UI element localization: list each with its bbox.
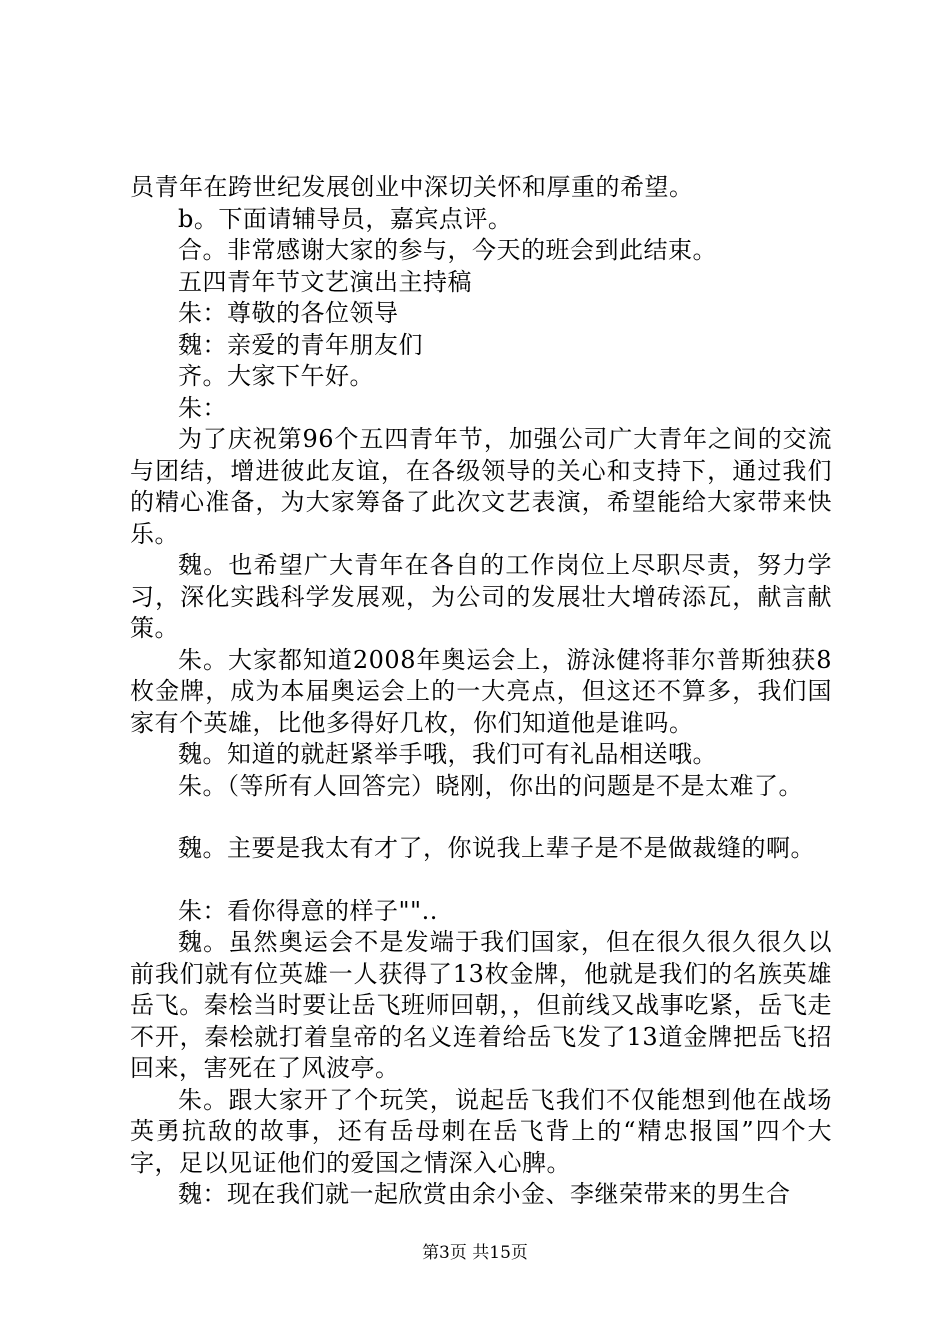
section-title: 五四青年节文艺演出主持稿 [178, 267, 472, 296]
paragraph-body: 魏。虽然奥运会不是发端于我们国家，但在很久很久很久以前我们就有位英雄一人获得了13枚金牌，他就是我们的名族英雄岳飞。秦桧当时要让岳飞班师回朝，，但前线又战事吃紧，岳飞走不开，秦桧就打着皇帝的名义连着给岳飞发了13道金牌把岳飞招回来，害死在了风波亭。 [130, 928, 832, 1082]
paragraph-line: 魏：亲爱的青年朋友们 [178, 330, 423, 359]
paragraph-line: 魏：现在我们就一起欣赏由余小金、李继荣带来的男生合 [178, 1180, 791, 1208]
page-number-footer: 第3页 共15页 [422, 1243, 528, 1263]
document-body [130, 172, 832, 1211]
paragraph-line: 朱：尊敬的各位领导 [178, 299, 399, 327]
paragraph-comment-invite: b。下面请辅导员，嘉宾点评。 [178, 204, 513, 233]
paragraph-body: 魏。也希望广大青年在各自的工作岗位上尽职尽责，努力学习，深化实践科学发展观，为公司的发展壮大增砖添瓦，献言献策。 [130, 551, 832, 642]
paragraph-line: 朱：看你得意的样子"".. [178, 896, 438, 925]
paragraph-line: 齐。大家下午好。 [178, 362, 374, 390]
paragraph-line: 魏。主要是我太有才了，你说我上辈子是不是做裁缝的啊。 [178, 834, 815, 862]
paragraph-body: 为了庆祝第96个五四青年节，加强公司广大青年之间的交流与团结，增进彼此友谊，在各级领导的关心和支持下，通过我们的精心准备，为大家筹备了此次文艺表演，希望能给大家带来快乐。 [130, 425, 832, 548]
paragraph-body: 朱。跟大家开了个玩笑，说起岳飞我们不仅能想到他在战场英勇抗敌的故事，还有岳母刺在岳飞背上的“精忠报国”四个大字，足以见证他们的爱国之情深入心脾。 [130, 1085, 832, 1177]
paragraph-line: 朱。（等所有人回答完）晓刚，你出的问题是不是太难了。 [178, 771, 803, 800]
paragraph-closing: 合。非常感谢大家的参与，今天的班会到此结束。 [178, 236, 717, 264]
paragraph-line: 魏。知道的就赶紧举手哦，我们可有礼品相送哦。 [178, 740, 717, 768]
paragraph-line: 朱： [178, 393, 227, 422]
paragraph-body: 朱。大家都知道2008年奥运会上，游泳健将菲尔普斯独获8枚金牌，成为本届奥运会上的一大亮点，但这还不算多，我们国家有个英雄，比他多得好几枚，你们知道他是谁吗。 [130, 645, 832, 737]
paragraph-continuation: 员青年在跨世纪发展创业中深切关怀和厚重的希望。 [130, 173, 694, 201]
